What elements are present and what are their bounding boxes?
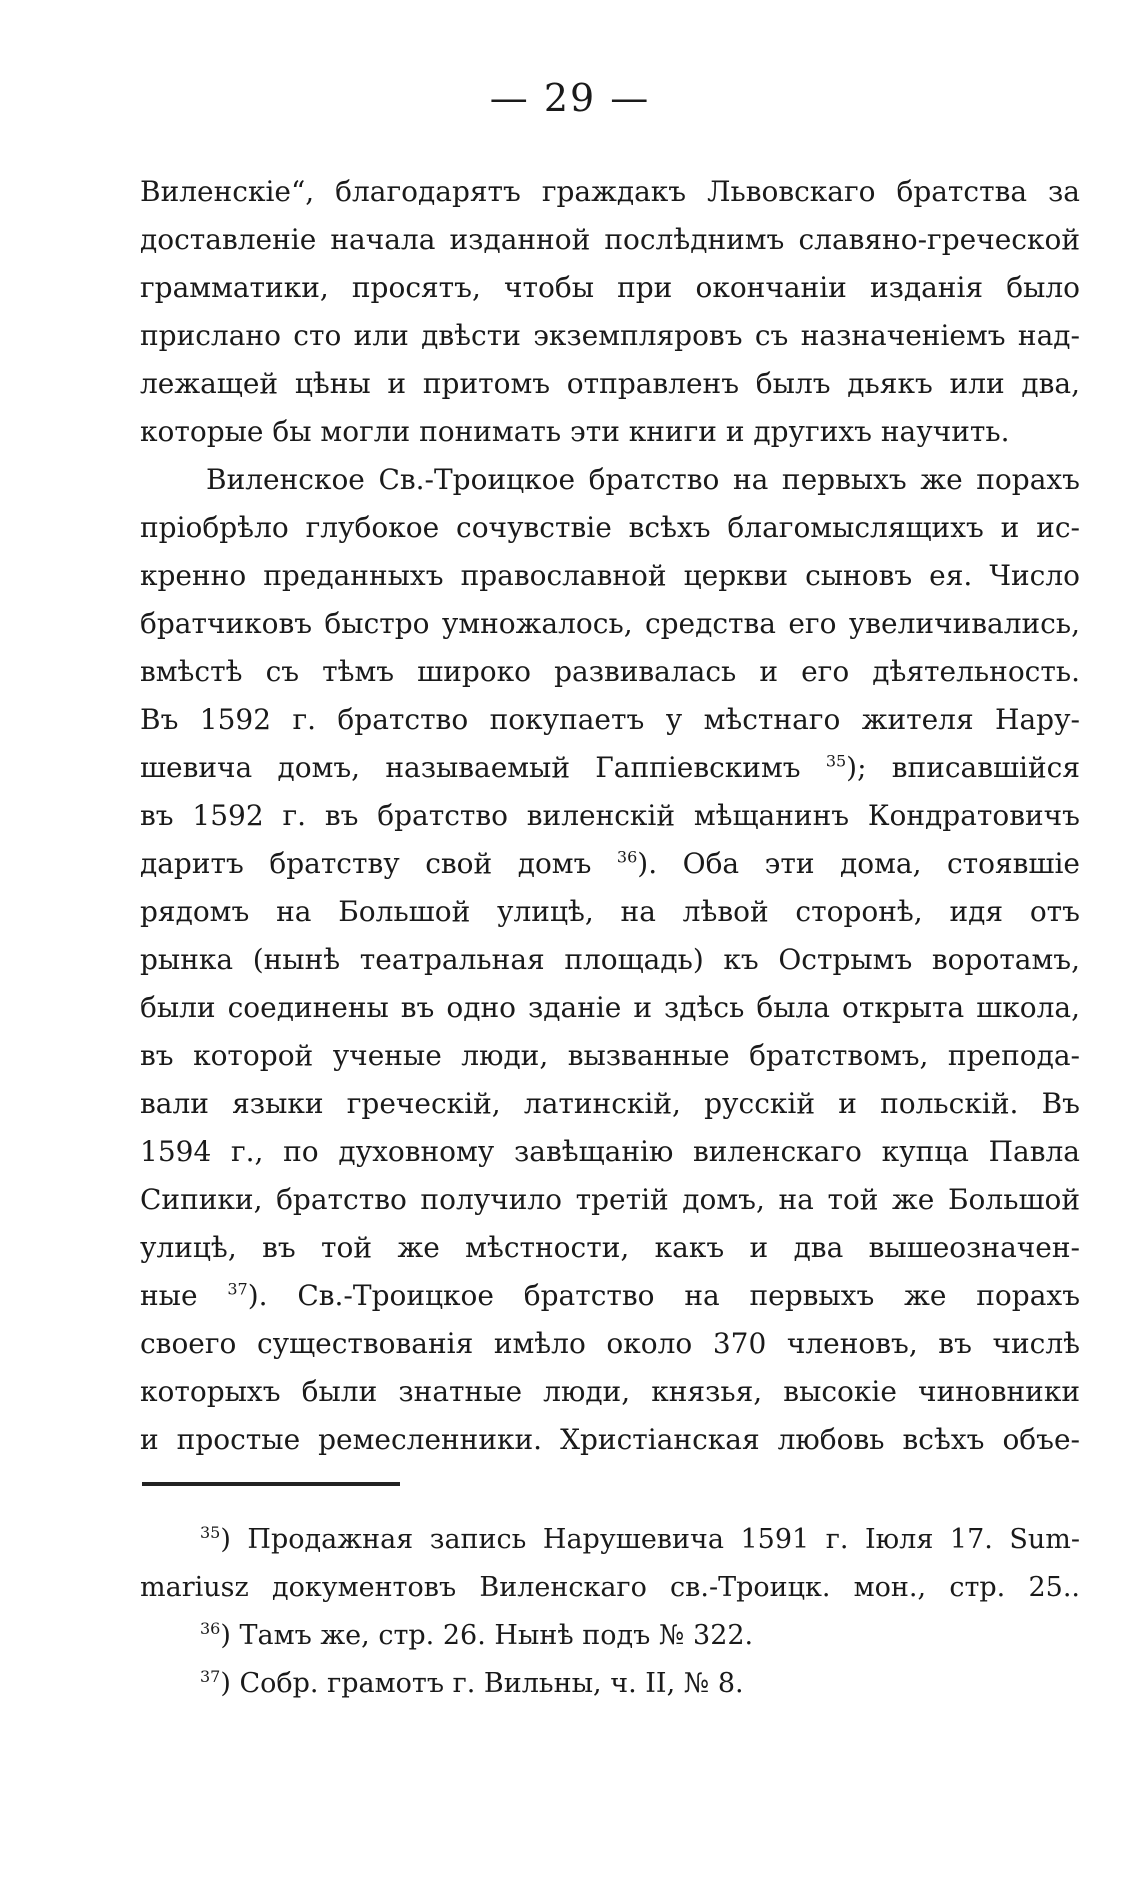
text-line (140, 840, 1080, 888)
footnote-number: 36 (200, 1619, 221, 1638)
footnote (140, 1660, 1080, 1708)
footnote (140, 1612, 1080, 1660)
text-line: Въ 1592 г. братство покупаетъ у мѣстнаго жителя Нару- (140, 703, 1080, 736)
text-line: Виленскіе“, благодарятъ граждакъ Львовскаго братства за (140, 175, 1080, 208)
footnote-text: ) Тамъ же, стр. 26. Нынѣ подъ № 322. (220, 1620, 754, 1651)
text-line: которыхъ были знатные люди, князья, высокіе чиновники (140, 1375, 1080, 1408)
text-line: Виленское Св.-Троицкое братство на первыхъ же порахъ (206, 463, 1080, 496)
main-text (140, 168, 1080, 1464)
footnote-divider (142, 1482, 400, 1486)
footnote-number: 35 (200, 1523, 221, 1542)
footnote-text: ) Собр. грамотъ г. Вильны, ч. II, № 8. (220, 1668, 744, 1699)
text-fragment: шевича домъ, называемый Гаппіевскимъ (140, 751, 826, 784)
footnote-number: 37 (200, 1667, 221, 1686)
footnote-ref: 35 (825, 751, 847, 771)
text-line: вали языки греческій, латинскій, русскій и польскій. Въ (140, 1087, 1080, 1120)
text-line: въ 1592 г. въ братство виленскій мѣщанинъ Кондратовичъ (140, 799, 1080, 832)
text-line: 1594 г., по духовному завѣщанію виленскаго купца Павла (140, 1135, 1080, 1168)
text-line: рынка (нынѣ театральная площадь) къ Острымъ воротамъ, (140, 943, 1080, 976)
text-line: кренно преданныхъ православной церкви сыновъ ея. Число (140, 559, 1080, 592)
text-line: въ которой ученые люди, вызванные братствомъ, препода- (140, 1039, 1080, 1072)
footnote (140, 1516, 1080, 1564)
text-line: улицѣ, въ той же мѣстности, какъ и два вышеозначен- (140, 1231, 1080, 1264)
text-line: доставленіе начала изданной послѣднимъ славяно-греческой (140, 223, 1080, 256)
text-line: пріобрѣло глубокое сочувствіе всѣхъ благомыслящихъ и ис- (140, 511, 1080, 544)
text-line: и простые ремесленники. Христіанская любовь всѣхъ объе- (140, 1423, 1080, 1456)
footnote-text: ) Продажная запись Нарушевича 1591 г. Іюля 17. Sum- (220, 1524, 1080, 1555)
text-fragment: ); вписавшійся (846, 751, 1080, 784)
text-fragment: ). Св.-Троицкое братство на первыхъ же порахъ (247, 1279, 1080, 1312)
footnote-ref: 37 (227, 1279, 248, 1299)
text-fragment: ные (140, 1279, 228, 1312)
text-line: вмѣстѣ съ тѣмъ широко развивалась и его дѣятельность. (140, 655, 1080, 688)
footnotes (140, 1516, 1080, 1708)
text-line: были соединены въ одно зданіе и здѣсь была открыта школа, (140, 991, 1080, 1024)
text-line: своего существованія имѣло около 370 членовъ, въ числѣ (140, 1327, 1080, 1360)
text-fragment: ). Оба эти дома, стоявшіе (637, 847, 1080, 880)
text-line: которые бы могли понимать эти книги и другихъ научить. (140, 415, 1010, 448)
footnote (140, 1564, 1080, 1612)
footnote-text: mariusz документовъ Виленскаго св.-Троицк. мон., стр. 25.. (140, 1572, 1080, 1603)
text-line: Сипики, братство получило третій домъ, на той же Большой (140, 1183, 1080, 1216)
text-line: грамматики, просятъ, чтобы при окончаніи изданія было (140, 271, 1080, 304)
text-line: лежащей цѣны и притомъ отправленъ былъ дьякъ или два, (140, 367, 1080, 400)
text-line: прислано сто или двѣсти экземпляровъ съ назначеніемъ над- (140, 319, 1080, 352)
page-number: — 29 — (489, 76, 651, 120)
text-line (140, 744, 1080, 792)
text-line: братчиковъ быстро умножалось, средства его увеличивались, (140, 607, 1080, 640)
text-fragment: даритъ братству свой домъ (140, 847, 617, 880)
text-line (140, 1272, 1080, 1320)
footnote-ref: 36 (616, 847, 638, 867)
text-line: рядомъ на Большой улицѣ, на лѣвой сторонѣ, идя отъ (140, 895, 1080, 928)
